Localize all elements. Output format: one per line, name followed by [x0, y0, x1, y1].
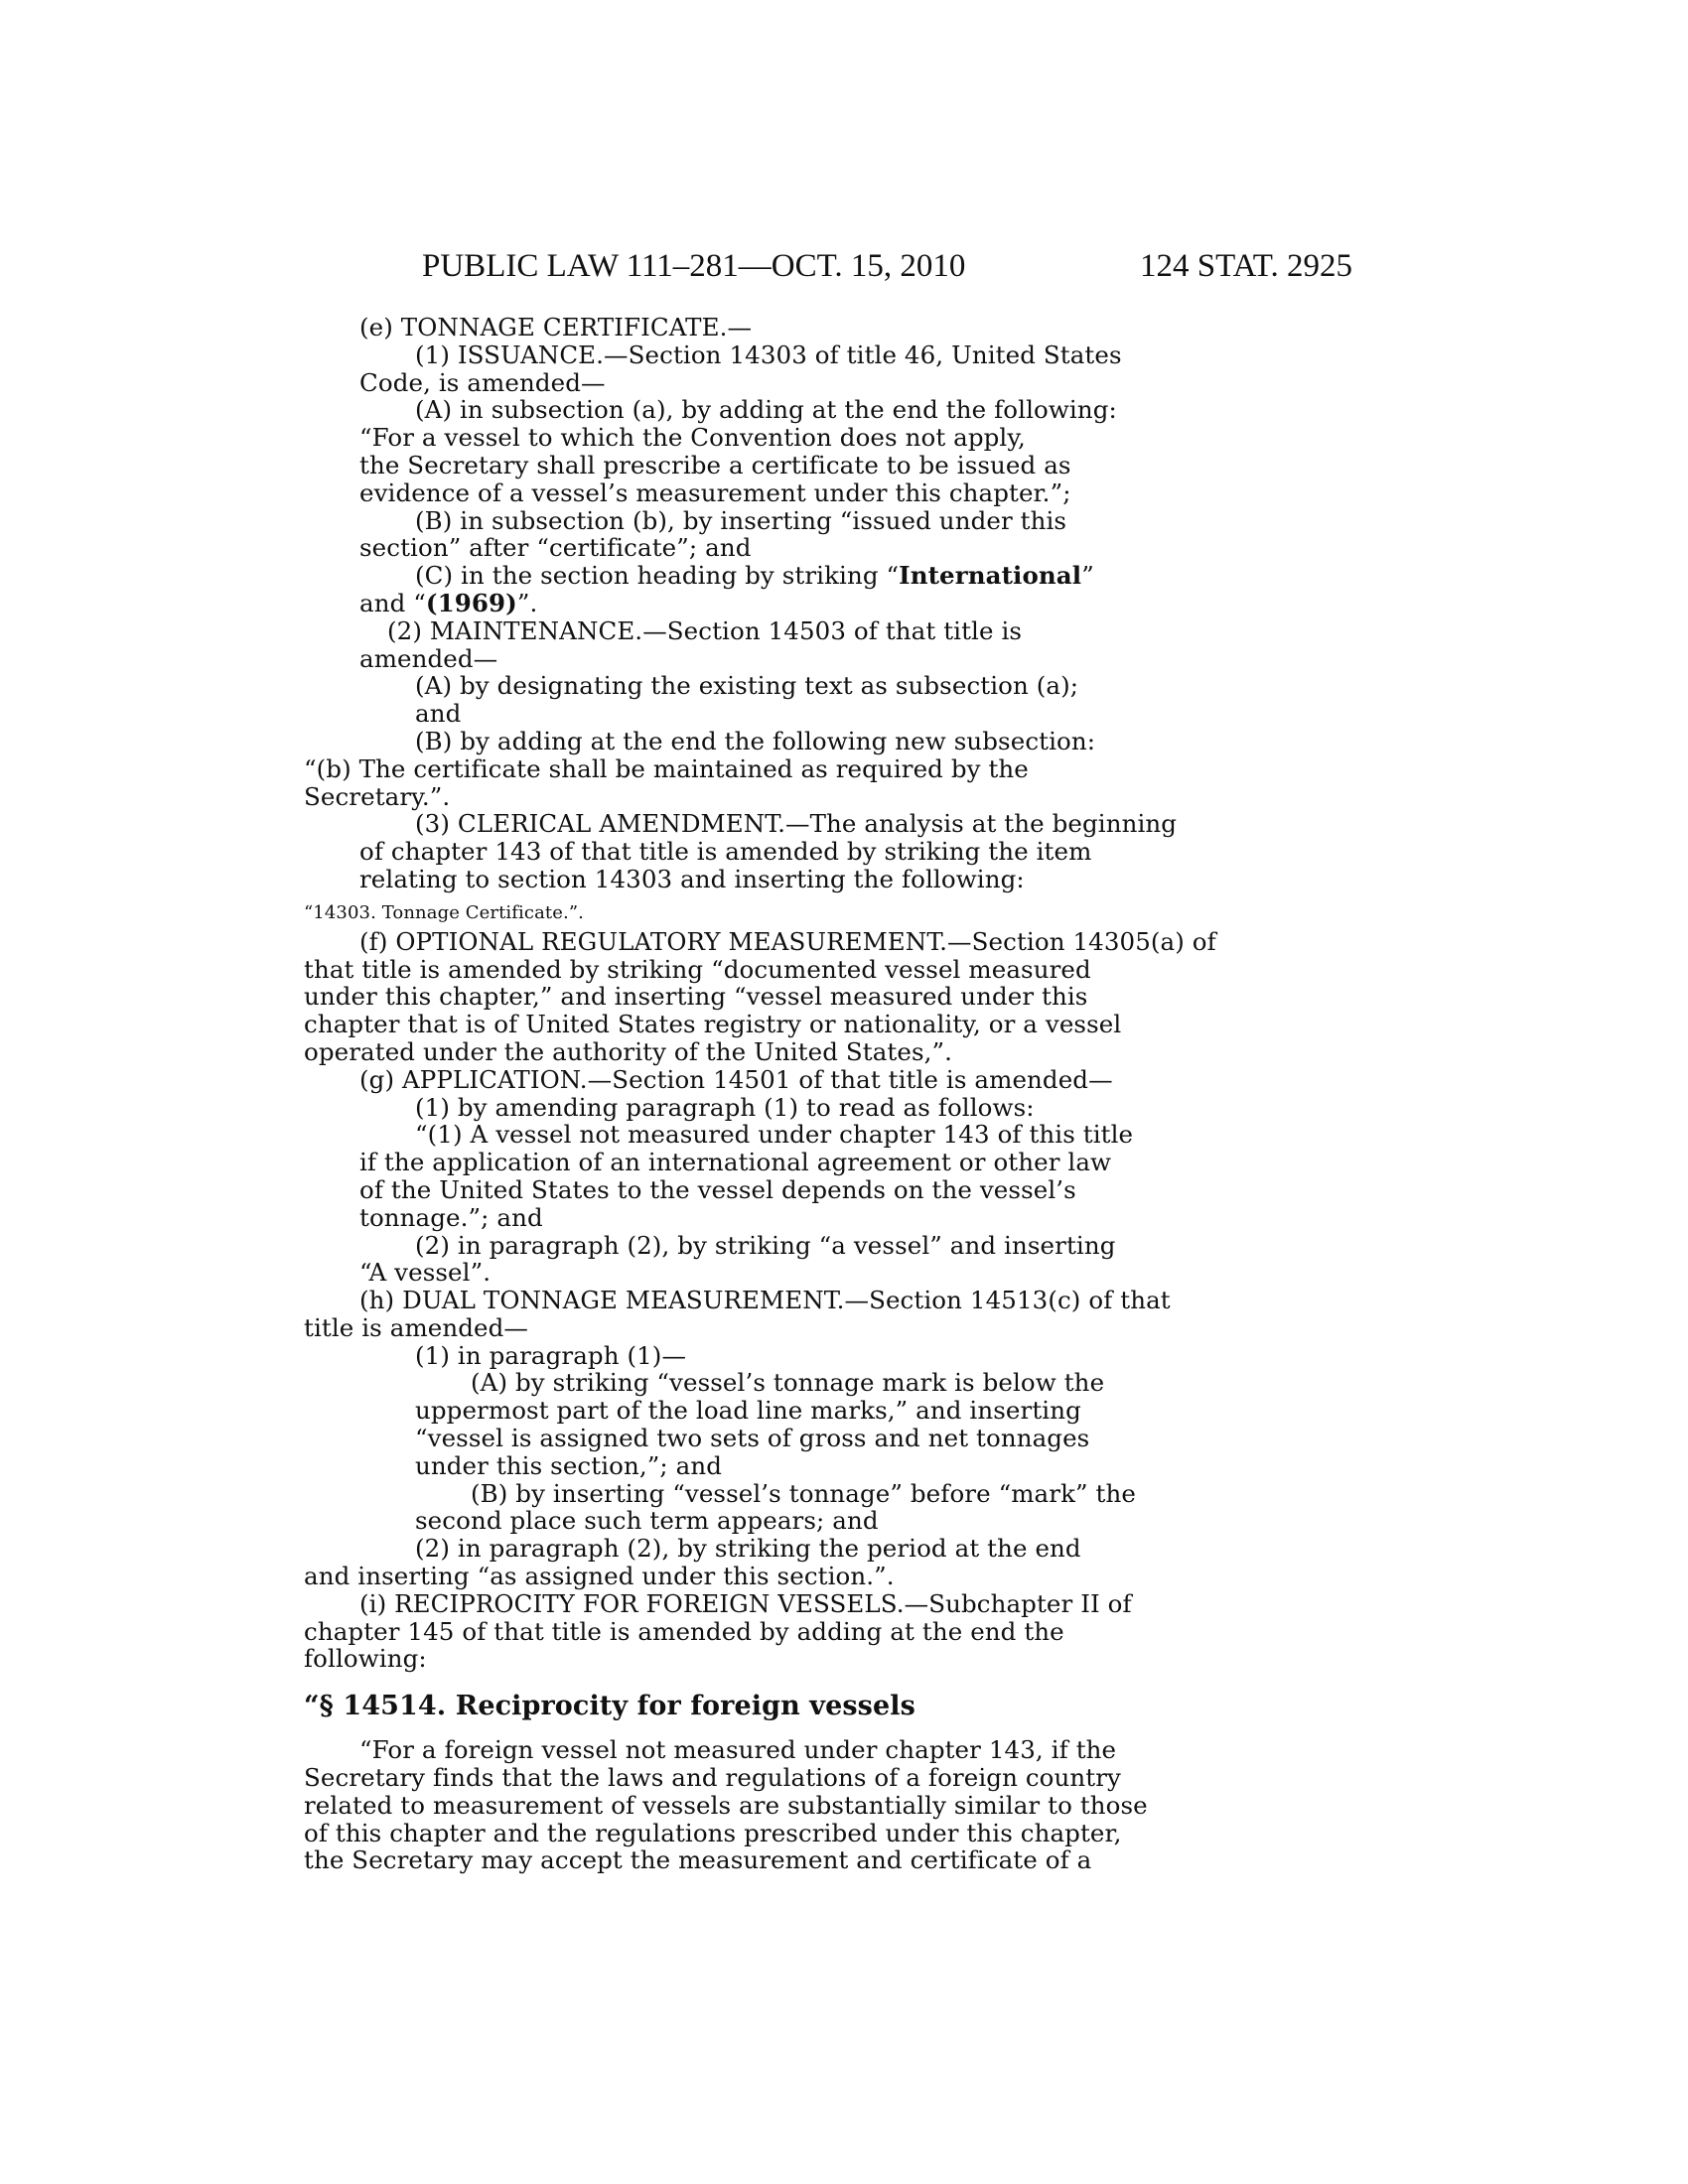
- text-line: chapter 145 of that title is amended by adding at the end the: [304, 1616, 1064, 1646]
- text-line: related to measurement of vessels are substantially similar to those: [304, 1790, 1148, 1820]
- text-line: (A) in subsection (a), by adding at the end the following:: [415, 395, 1117, 425]
- text-line: (2) in paragraph (2), by striking “a vessel” and inserting: [415, 1230, 1116, 1260]
- text-line: the Secretary may accept the measurement and certificate of a: [304, 1845, 1092, 1875]
- text-line: (2) MAINTENANCE.—Section 14503 of that title is: [387, 615, 1023, 645]
- text-line: tonnage.”; and: [359, 1202, 543, 1232]
- section-heading: “§ 14514. Reciprocity for foreign vessels: [304, 1691, 915, 1722]
- subsection-h-heading: (h) DUAL TONNAGE MEASUREMENT.—Section 14513(c) of that: [359, 1286, 1171, 1315]
- text-line: under this section,”; and: [415, 1450, 722, 1480]
- bold-term: International: [899, 561, 1082, 591]
- text-line: of the United States to the vessel depends on the vessel’s: [359, 1174, 1076, 1204]
- text-line: (C) in the section heading by striking “International”: [415, 561, 1094, 591]
- text-line: the Secretary shall prescribe a certificate to be issued as: [359, 450, 1071, 479]
- subsection-i-heading: (i) RECIPROCITY FOR FOREIGN VESSELS.—Subchapter II of: [359, 1588, 1132, 1618]
- text-line: “(b) The certificate shall be maintained as required by the: [304, 753, 1029, 783]
- text-line: (A) by designating the existing text as subsection (a);: [415, 671, 1079, 701]
- text-line: if the application of an international agreement or other law: [359, 1148, 1112, 1177]
- text-line: “For a vessel to which the Convention does not apply,: [359, 423, 1026, 453]
- text-line: (3) CLERICAL AMENDMENT.—The analysis at the beginning: [415, 809, 1178, 839]
- text-line: “A vessel”.: [359, 1258, 492, 1288]
- text-line: (1) by amending paragraph (1) to read as follows:: [415, 1092, 1035, 1122]
- text-line: and “(1969)”.: [359, 588, 538, 617]
- text-line: “(1) A vessel not measured under chapter 143 of this title: [415, 1120, 1134, 1150]
- subsection-e-heading: (e) TONNAGE CERTIFICATE.—: [359, 313, 753, 341]
- text-line: (A) by striking “vessel’s tonnage mark is below the: [471, 1368, 1105, 1398]
- clerical-item: “14303. Tonnage Certificate.”.: [304, 901, 584, 923]
- text-line: evidence of a vessel’s measurement under this chapter.”;: [359, 478, 1071, 507]
- text-line: and inserting “as assigned under this section.”.: [304, 1562, 895, 1591]
- text-line: under this chapter,” and inserting “vessel measured under this: [304, 982, 1088, 1012]
- text-line: (1) in paragraph (1)—: [415, 1340, 687, 1370]
- text-line: amended—: [359, 643, 498, 673]
- text-line: following:: [304, 1644, 427, 1674]
- running-head: PUBLIC LAW 111–281—OCT. 15, 2010: [422, 248, 966, 284]
- text-line: operated under the authority of the United States,”.: [304, 1036, 953, 1066]
- text-line: relating to section 14303 and inserting the following:: [359, 864, 1025, 893]
- text-line: uppermost part of the load line marks,” and inserting: [415, 1396, 1081, 1426]
- text-line: and: [415, 699, 462, 729]
- document-body: [304, 313, 1216, 1875]
- bold-term: (1969): [425, 588, 517, 617]
- text-line: “For a foreign vessel not measured under chapter 143, if the: [359, 1735, 1117, 1765]
- text-line: of chapter 143 of that title is amended by striking the item: [359, 837, 1092, 867]
- text-line: Secretary finds that the laws and regulations of a foreign country: [304, 1763, 1121, 1793]
- text-line: section” after “certificate”; and: [359, 533, 752, 563]
- text-line: (2) in paragraph (2), by striking the period at the end: [415, 1534, 1081, 1564]
- text-line: that title is amended by striking “documented vessel measured: [304, 954, 1091, 984]
- statute-page-number: 124 STAT. 2925: [1140, 248, 1353, 284]
- text-line: (B) by inserting “vessel’s tonnage” before “mark” the: [471, 1478, 1136, 1508]
- subsection-g-heading: (g) APPLICATION.—Section 14501 of that title is amended—: [359, 1064, 1113, 1094]
- text-line: of this chapter and the regulations prescribed under this chapter,: [304, 1818, 1122, 1847]
- text-line: Code, is amended—: [359, 367, 606, 397]
- text-line: (B) by adding at the end the following new subsection:: [415, 726, 1096, 755]
- text-line: (1) ISSUANCE.—Section 14303 of title 46, United States: [415, 340, 1122, 369]
- text-line: second place such term appears; and: [415, 1506, 879, 1536]
- text-line: chapter that is of United States registry or nationality, or a vessel: [304, 1010, 1122, 1039]
- text-line: title is amended—: [304, 1312, 529, 1342]
- text-line: Secretary.”.: [304, 781, 451, 811]
- subsection-f-heading: (f) OPTIONAL REGULATORY MEASUREMENT.—Section 14305(a) of: [359, 926, 1216, 956]
- text-line: (B) in subsection (b), by inserting “issued under this: [415, 505, 1067, 535]
- page-header: [0, 248, 1688, 288]
- text-line: “vessel is assigned two sets of gross and net tonnages: [415, 1424, 1090, 1453]
